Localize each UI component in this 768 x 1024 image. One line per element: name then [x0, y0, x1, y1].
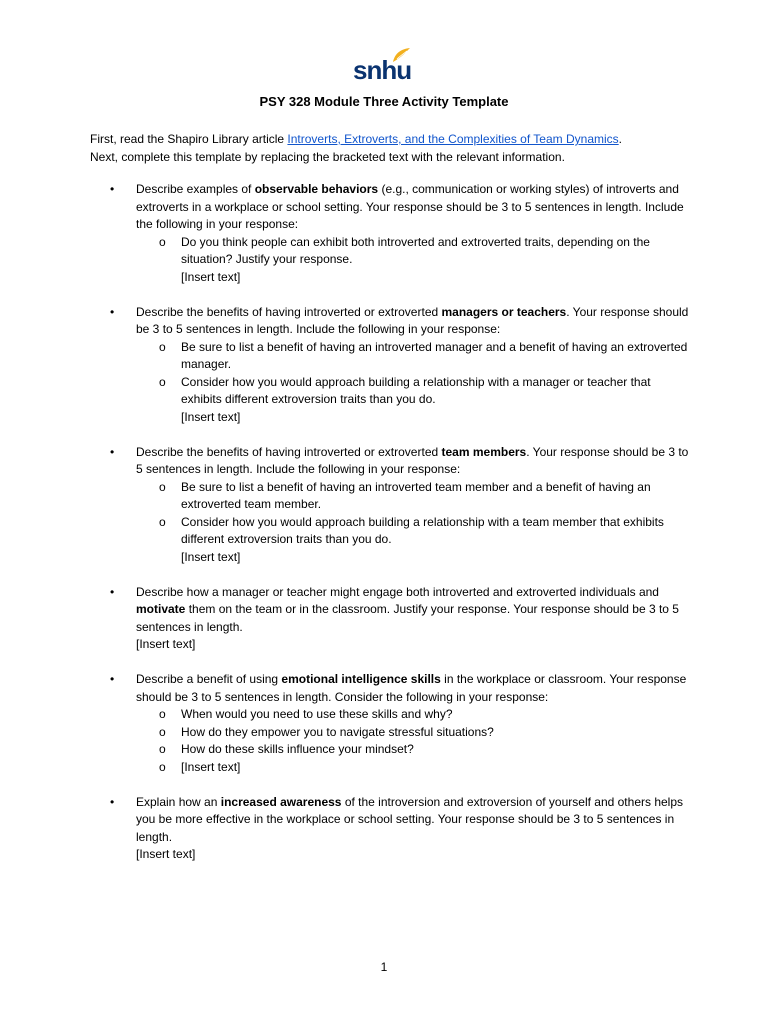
item-text-pre: Describe a benefit of using	[136, 672, 282, 686]
sub-item	[136, 479, 690, 514]
page-title: PSY 328 Module Three Activity Template	[259, 94, 509, 109]
bullet-icon: •	[110, 794, 115, 809]
logo-text: snhu	[353, 55, 412, 85]
item-text-bold: observable behaviors	[254, 182, 379, 196]
item-text	[136, 794, 690, 847]
sub-item	[136, 374, 690, 409]
item-text-post: them on the team or in the classroom. Justify your response. Your response should be 3 to 5 sentences in length.	[136, 602, 679, 634]
insert-text-placeholder[interactable]: [Insert text]	[181, 269, 241, 284]
sub-item	[136, 759, 690, 777]
circle-bullet-icon: o	[159, 374, 166, 389]
item-text	[136, 181, 690, 234]
sub-item	[136, 741, 690, 759]
item-text	[136, 304, 690, 339]
prompt-list	[90, 181, 690, 881]
item-text-pre: Describe examples of	[136, 182, 255, 196]
item-text	[136, 444, 690, 479]
sub-item	[136, 724, 690, 742]
circle-bullet-icon: o	[159, 759, 166, 774]
sub-item	[136, 234, 690, 269]
circle-bullet-icon: o	[159, 339, 166, 354]
item-text-bold: team members	[441, 444, 527, 459]
sub-item-text: Be sure to list a benefit of having an introverted manager and a benefit of having an extroverted manager.	[181, 339, 688, 371]
bullet-icon: •	[110, 182, 115, 196]
item-text-bold: managers or teachers	[441, 304, 567, 319]
sub-item-text: Consider how you would approach building a relationship with a team member that exhibits different extroversion traits than you do.	[181, 514, 664, 546]
list-item	[90, 794, 690, 864]
circle-bullet-icon: o	[159, 724, 166, 739]
sub-item	[136, 706, 690, 724]
item-text-bold: increased awareness	[220, 794, 342, 809]
bullet-icon: •	[110, 584, 115, 599]
item-text-pre: Describe the benefits of having introverted or extroverted	[136, 444, 442, 459]
sub-item	[136, 339, 690, 374]
sub-item-text: Do you think people can exhibit both introverted and extroverted traits, depending on the situation? Justify your response.	[181, 234, 650, 266]
list-item	[90, 181, 690, 286]
circle-bullet-icon: o	[159, 234, 166, 249]
sub-item-text: How do they empower you to navigate stressful situations?	[181, 724, 494, 739]
insert-text-placeholder[interactable]: [Insert text]	[136, 637, 196, 651]
list-item	[90, 671, 690, 776]
item-text-post: . Your response should be 3 to 5 sentences in length. Include the following in your response:	[136, 304, 689, 336]
intro-line-1	[90, 131, 690, 149]
bullet-icon: •	[110, 304, 115, 319]
circle-bullet-icon: o	[159, 514, 166, 529]
item-text-post: (e.g., communication or working styles) of introverts and extroverts in a workplace or school setting. Your response should be 3 to 5 sentences in length. Include the following in your response:	[136, 182, 684, 231]
list-item	[90, 304, 690, 427]
circle-bullet-icon: o	[159, 479, 166, 494]
bullet-icon: •	[110, 444, 115, 459]
list-item	[90, 444, 690, 567]
sub-item-text: When would you need to use these skills and why?	[181, 707, 453, 721]
insert-text-placeholder[interactable]: [Insert text]	[181, 409, 241, 424]
item-text-bold: motivate	[136, 602, 186, 616]
sub-item-text: Consider how you would approach building a relationship with a manager or teacher that exhibits different extroversion traits than you do.	[181, 374, 651, 406]
insert-text-placeholder[interactable]: [Insert text]	[181, 549, 241, 564]
intro-suffix: .	[618, 132, 623, 146]
item-text-pre: Describe the benefits of having introverted or extroverted	[136, 304, 442, 319]
intro-line-2: Next, complete this template by replacing the bracketed text with the relevant information.	[90, 149, 565, 164]
snhu-logo	[353, 47, 413, 87]
article-link[interactable]: Introverts, Extroverts, and the Complexities of Team Dynamics	[287, 132, 619, 146]
intro-paragraph	[90, 131, 690, 166]
insert-text-placeholder[interactable]: [Insert text]	[136, 847, 196, 861]
intro-prefix: First, read the Shapiro Library article	[90, 132, 288, 146]
leaf-icon	[391, 47, 411, 63]
item-text-post: in the workplace or classroom. Your response should be 3 to 5 sentences in length. Consider the following in your response:	[136, 672, 687, 704]
item-text-post: . Your response should be 3 to 5 sentences in length. Include the following in your response:	[136, 444, 689, 476]
item-text	[136, 584, 690, 637]
circle-bullet-icon: o	[159, 707, 166, 721]
item-text-bold: emotional intelligence skills	[281, 672, 441, 686]
sub-item-text: [Insert text]	[181, 759, 241, 774]
circle-bullet-icon: o	[159, 742, 166, 756]
sub-item	[136, 514, 690, 549]
item-text-pre: Describe how a manager or teacher might engage both introverted and extroverted individuals and	[136, 584, 659, 599]
page-number: 1	[380, 960, 388, 974]
sub-item-text: How do these skills influence your mindset?	[181, 742, 414, 756]
item-text-pre: Explain how an	[136, 794, 221, 809]
item-text	[136, 671, 690, 706]
list-item	[90, 584, 690, 654]
item-text-post: of the introversion and extroversion of yourself and others helps you be more effective in the workplace or school setting. Your response should be 3 to 5 sentences in length.	[136, 794, 684, 844]
bullet-icon: •	[110, 672, 115, 686]
sub-item-text: Be sure to list a benefit of having an introverted team member and a benefit of having an extroverted team member.	[181, 479, 651, 511]
